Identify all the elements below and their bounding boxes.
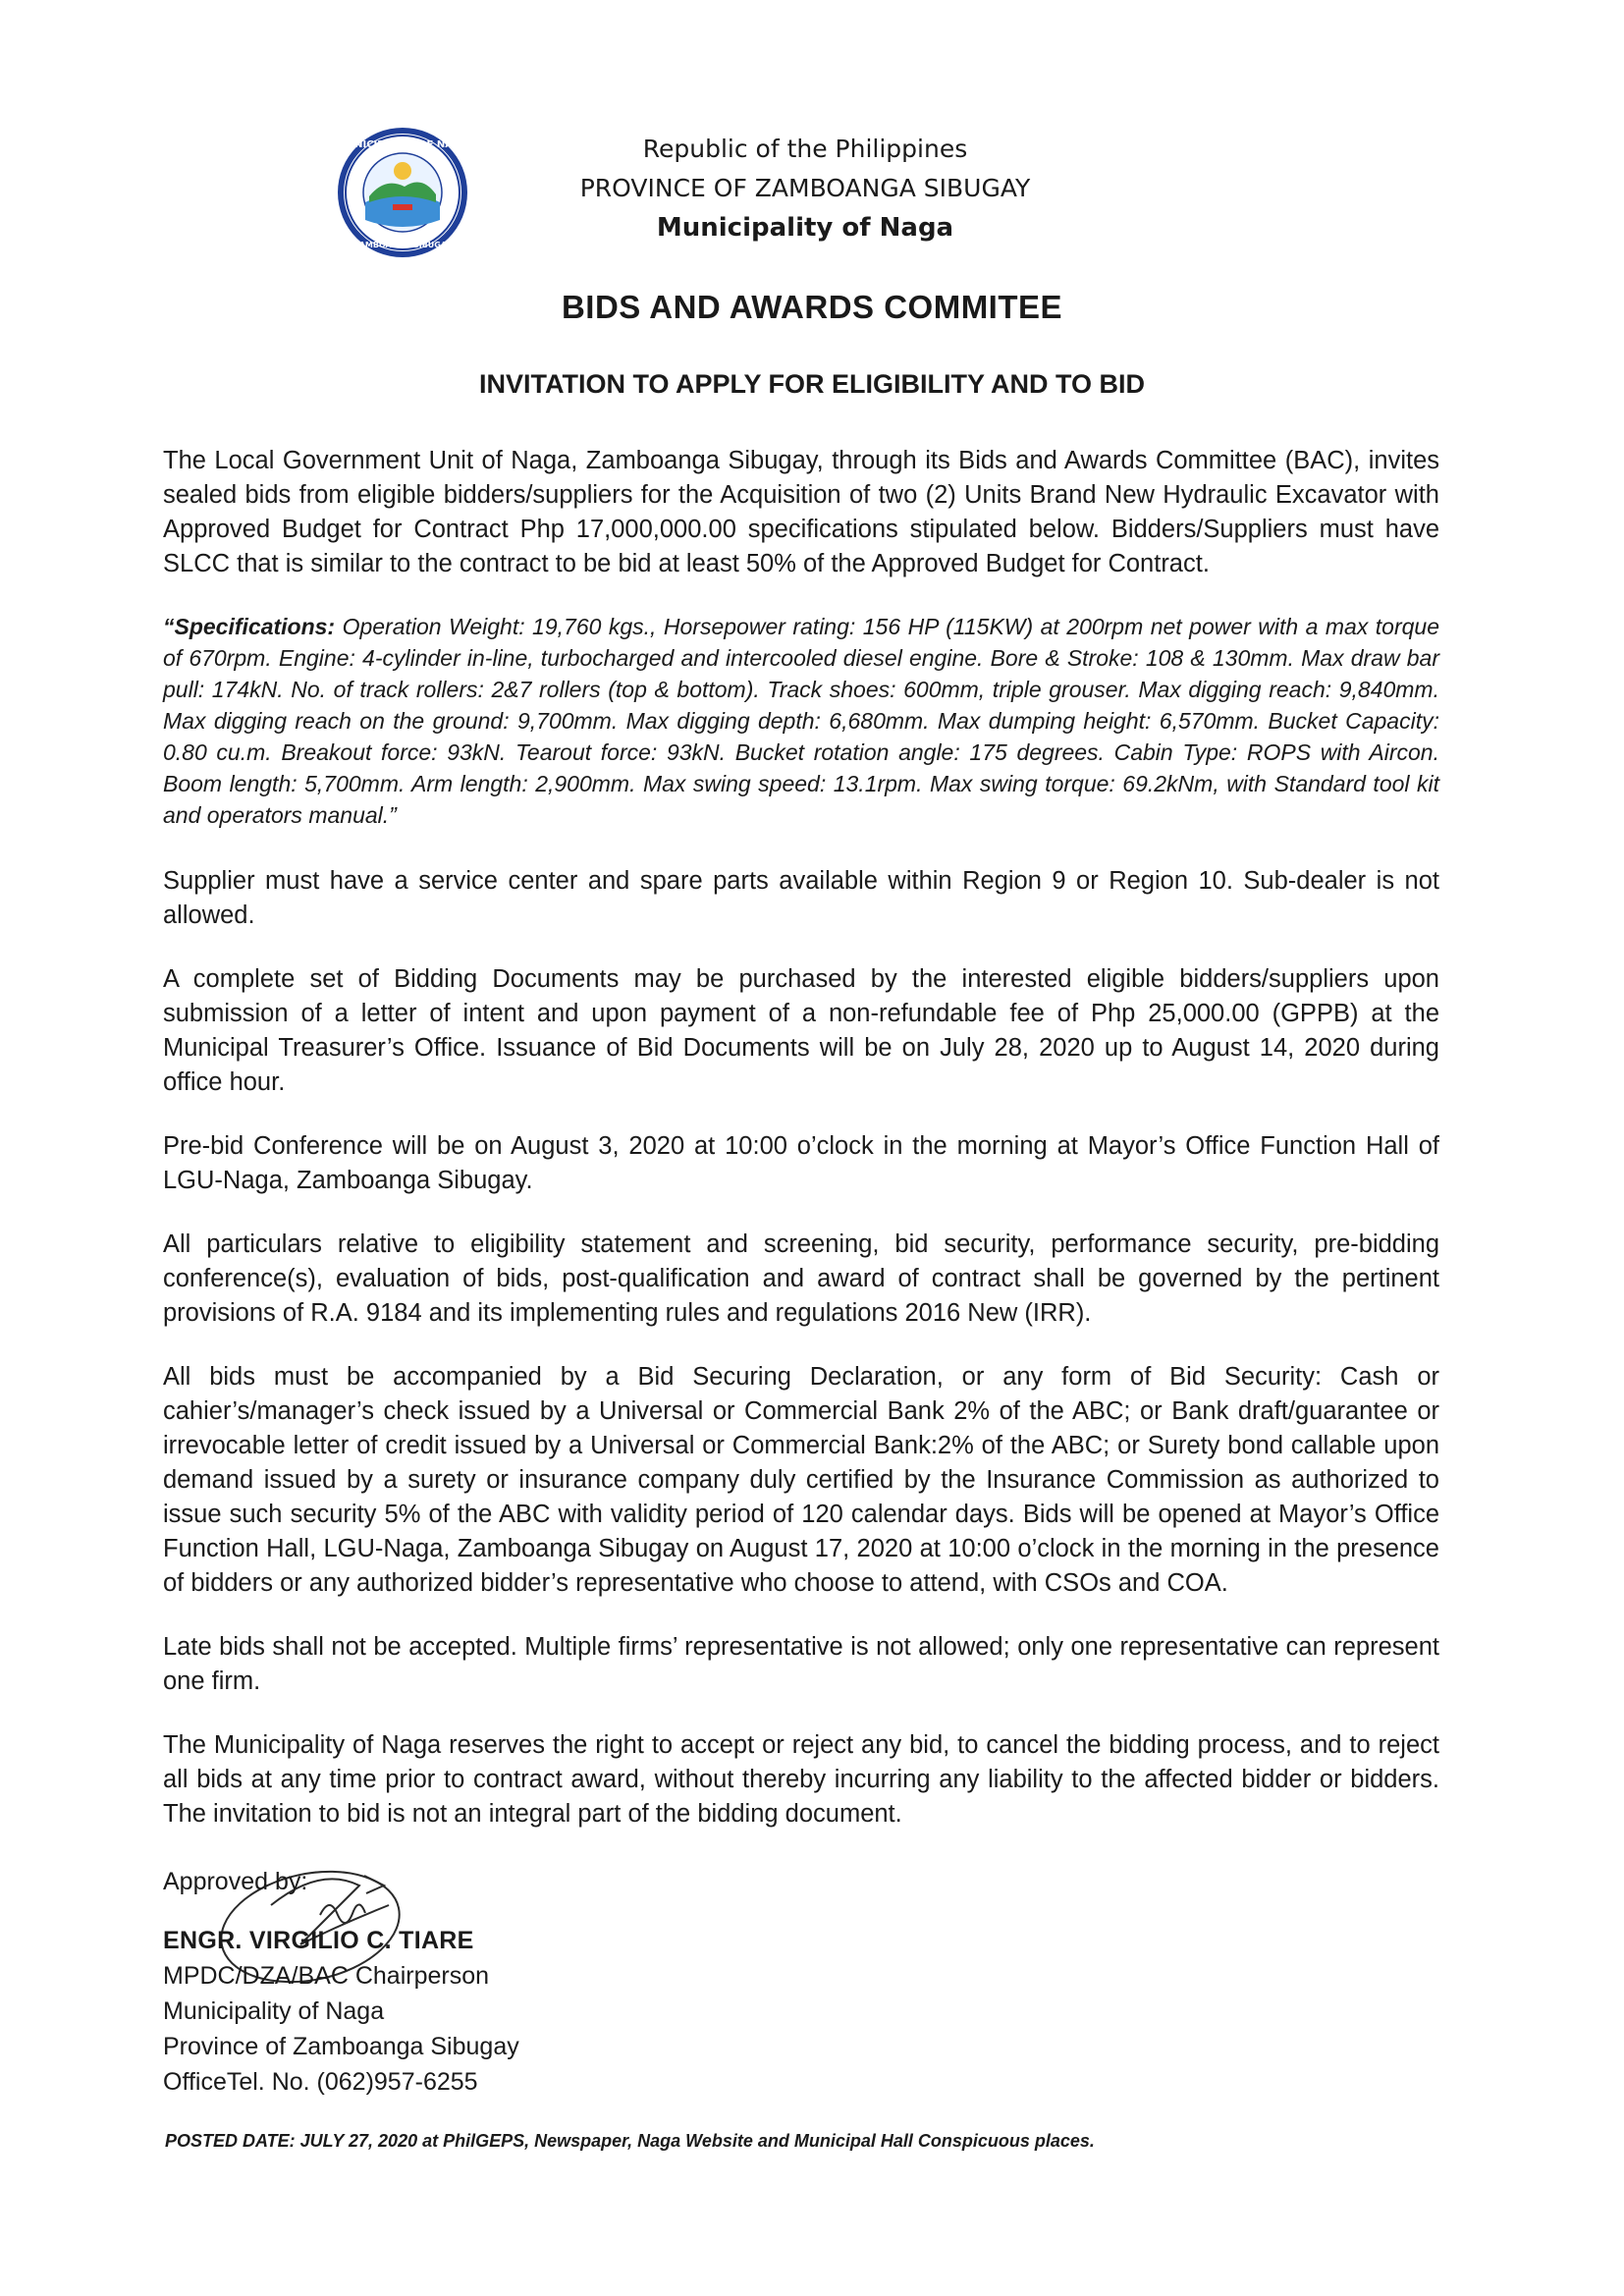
invitation-body xyxy=(163,444,1439,1861)
svg-text:MUNICIPALITY OF NAGA: MUNICIPALITY OF NAGA xyxy=(337,139,468,150)
signature-spacer xyxy=(163,1899,752,1923)
signatory-telephone: OfficeTel. No. (062)957-6255 xyxy=(163,2068,478,2096)
late-bids-paragraph: Late bids shall not be accepted. Multiple firms’ representative is not allowed; only one representative can represent one firm. xyxy=(163,1633,1439,1695)
signatory-municipality: Municipality of Naga xyxy=(163,1997,385,2025)
approved-by-label: Approved by: xyxy=(163,1868,308,1895)
invitation-title: INVITATION TO APPLY FOR ELIGIBILITY AND TO BID xyxy=(478,369,1146,399)
signatory-position: MPDC/DZA/BAC Chairperson xyxy=(163,1962,490,1990)
signatory-name: ENGR. VIRGILIO C. TIARE xyxy=(163,1927,474,1954)
bid-security-paragraph: All bids must be accompanied by a Bid Securing Declaration, or any form of Bid Security: Cash or cahier’s/manager’s check issued by a Universal or Commercial Bank 2% of the ABC; or Bank draft/guarantee or irrevocable letter of credit issued by a Universal or Commercial Bank:2% of the ABC; or Surety bond callable upon demand issued by a surety or insurance company duly certified by the Insurance Commission as authorized to issue such security 5% of the ABC with validity period of 120 calendar days. Bids will be opened at Mayor’s Office Function Hall, LGU-Naga, Zamboanga Sibugay on August 17, 2020 at 10:00 o’clock in the morning in the presence of bidders or any authorized bidder’s representative who choose to attend, with CSOs and COA. xyxy=(163,1363,1439,1597)
prebid-paragraph: Pre-bid Conference will be on August 3, 2020 at 10:00 o’clock in the morning at Mayor’s Office Function Hall of LGU-Naga, Zamboanga Sibugay. xyxy=(163,1132,1439,1194)
service-paragraph: Supplier must have a service center and spare parts available within Region 9 or Region 10. Sub-dealer is not allowed. xyxy=(163,867,1439,929)
republic-line: Republic of the Philippines xyxy=(642,135,968,163)
specifications-text: Operation Weight: 19,760 kgs., Horsepower rating: 156 HP (115KW) at 200rpm net power with a max torque of 670rpm. Engine: 4-cylinder in-line, turbocharged and intercooled diesel engine. Bore & Stroke: 108 & 130mm. Max draw bar pull: 174kN. No. of track rollers: 2&7 rollers (top & bottom). Track shoes: 600mm, triple grouser. Max digging reach: 9,840mm. Max digging reach on the ground: 9,700mm. Max digging depth: 6,680mm. Max dumping height: 6,570mm. Bucket Capacity: 0.80 cu.m. Breakout force: 93kN. Tearout force: 93kN. Bucket rotation angle: 175 degrees. Cabin Type: ROPS with Aircon. Boom length: 5,700mm. Arm length: 2,900mm. Max swing speed: 13.1rpm. Max swing torque: 69.2kNm, with Standard tool kit and operators manual.” xyxy=(163,614,1439,828)
intro-paragraph: The Local Government Unit of Naga, Zamboanga Sibugay, through its Bids and Awards Committee (BAC), invites sealed bids from eligible bidders/suppliers for the Acquisition of two (2) Units Brand New Hydraulic Excavator with Approved Budget for Contract Php 17,000,000.00 specifications stipulated below. Bidders/Suppliers must have SLCC that is similar to the contract to be bid at least 50% of the Approved Budget for Contract. xyxy=(163,447,1439,577)
municipal-seal-icon xyxy=(336,126,469,259)
province-line: PROVINCE OF ZAMBOANGA SIBUGAY xyxy=(579,174,1031,202)
reservation-paragraph: The Municipality of Naga reserves the right to accept or reject any bid, to cancel the bidding process, and to reject all bids at any time prior to contract award, without thereby incurring any liability to the affected bidder or bidders. The invitation to bid is not an integral part of the bidding document. xyxy=(163,1731,1439,1828)
documents-paragraph: A complete set of Bidding Documents may be purchased by the interested eligible bidders/suppliers upon submission of a letter of intent and upon payment of a non-refundable fee of Php 25,000.00 (GPPB) at the Municipal Treasurer’s Office. Issuance of Bid Documents will be on July 28, 2020 up to August 14, 2020 during office hour. xyxy=(163,965,1439,1096)
particulars-paragraph: All particulars relative to eligibility statement and screening, bid security, performance security, pre-bidding conference(s), evaluation of bids, post-qualification and award of contract shall be governed by the pertinent provisions of R.A. 9184 and its implementing rules and regulations 2016 New (IRR). xyxy=(163,1230,1439,1327)
signature-block xyxy=(163,1864,752,2100)
specifications-label: “Specifications: xyxy=(163,614,336,639)
posted-date-note: POSTED DATE: JULY 27, 2020 at PhilGEPS, Newspaper, Naga Website and Municipal Hall Conspicuous places. xyxy=(165,2131,1095,2151)
specifications-paragraph xyxy=(163,611,1439,831)
committee-title: BIDS AND AWARDS COMMITEE xyxy=(561,289,1063,325)
svg-text:ZAMBOANGA SIBUGAY: ZAMBOANGA SIBUGAY xyxy=(352,241,453,249)
letterhead xyxy=(491,130,1119,247)
municipality-line: Municipality of Naga xyxy=(656,213,954,243)
signatory-province: Province of Zamboanga Sibugay xyxy=(163,2033,519,2060)
